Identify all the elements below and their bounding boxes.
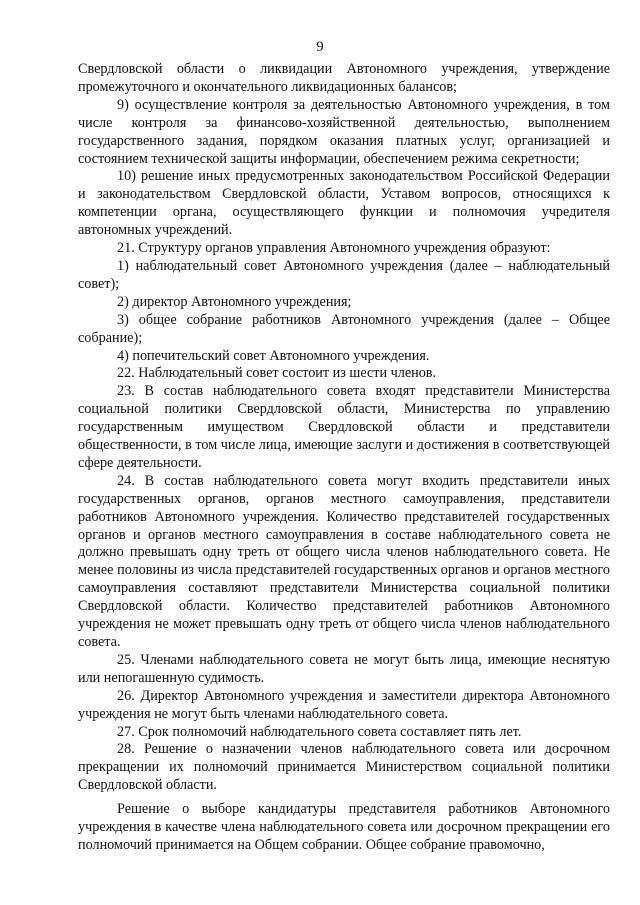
paragraph-clause-21-item-1: 1) наблюдательный совет Автономного учреждения (далее – наблюдательный совет); (78, 257, 610, 292)
paragraph-clause-22: 22. Наблюдательный совет состоит из шести членов. (117, 365, 437, 382)
paragraph-clause-21-item-4: 4) попечительский совет Автономного учреждения. (117, 347, 430, 364)
paragraph-clause-26: 26. Директор Автономного учреждения и заместители директора Автономного учреждения не могут быть членами наблюдательного совета. (78, 687, 610, 722)
document-body (78, 61, 610, 855)
paragraph-clause-25: 25. Членами наблюдательного совета не могут быть лица, имеющие неснятую или непогашенную судимость. (78, 651, 610, 686)
paragraph-employee-representative: Решение о выборе кандидатуры представителя работников Автономного учреждения в качестве члена наблюдательного совета или досрочном прекращении его полномочий принимается на Общем собрании. Общее собрание правомочно, (78, 801, 610, 853)
paragraph-clause-21-item-3: 3) общее собрание работников Автономного учреждения (далее – Общее собрание); (78, 311, 610, 346)
paragraph-clause-21-item-2: 2) директор Автономного учреждения; (117, 293, 352, 310)
paragraph-clause-27: 27. Срок полномочий наблюдательного совета составляет пять лет. (117, 723, 522, 740)
paragraph-clause-21: 21. Структуру органов управления Автономного учреждения образуют: (117, 240, 551, 257)
paragraph-liquidation-continuation: Свердловской области о ликвидации Автономного учреждения, утверждение промежуточного и окончательного ликвидационных балансов; (78, 61, 610, 95)
page-number: 9 (316, 39, 324, 55)
paragraph-item-10: 10) решение иных предусмотренных законодательством Российской Федерации и законодательством Свердловской области, Уставом вопросов, относящихся к компетенции органа, осуществляющего функции и полномочия учредителя автономных учреждений. (78, 168, 610, 239)
paragraph-clause-28: 28. Решение о назначении членов наблюдательного совета или досрочном прекращении их полномочий принимается Министерством социальной политики Свердловской области. (78, 741, 610, 794)
paragraph-clause-23: 23. В состав наблюдательного совета входят представители Министерства социальной политики Свердловской области, Министерства по управлению государственным имуществом Свердловской области и представители общественности, в том числе лица, имеющие заслуги и достижения в соответствующей сфере деятельности. (78, 383, 610, 471)
paragraph-clause-24: 24. В состав наблюдательного совета могут входить представители иных государственных органов, органов местного самоуправления, представители работников Автономного учреждения. Количество представителей государственных органов и органов местного самоуправления в составе наблюдательного совета не должно превышать одну треть от общего числа членов наблюдательного совета. Не менее половины из числа представителей государственных органов и органов местного самоуправления составляют представители Министерства социальной политики Свердловской области. Количество представителей работников Автономного учреждения не может превышать одну треть от общего числа членов наблюдательного совета. (78, 472, 610, 650)
paragraph-item-9: 9) осуществление контроля за деятельностью Автономного учреждения, в том числе контроля за финансово-хозяйственной деятельностью, выполнением государственного задания, порядком оказания платных услуг, организацией и состоянием технической защиты информации, обеспечением режима секретности; (78, 96, 610, 167)
